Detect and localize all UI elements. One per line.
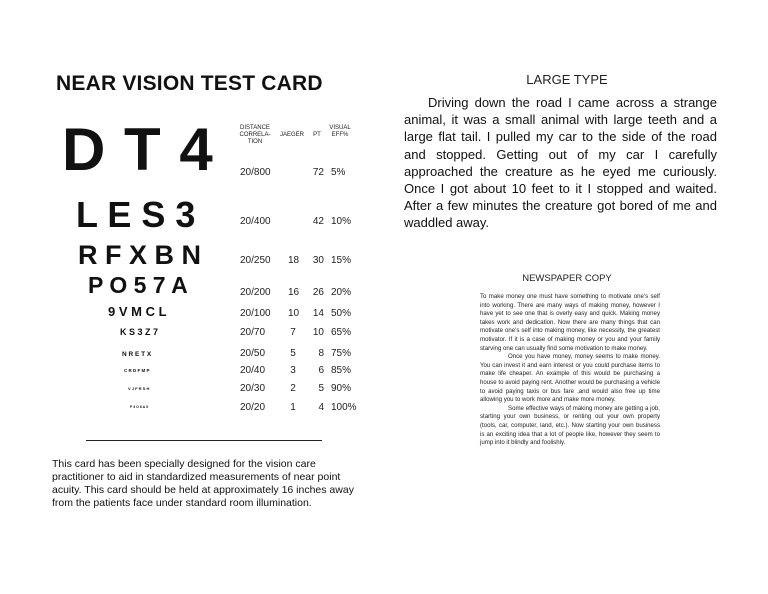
efficiency-value: 90% [331, 383, 352, 394]
efficiency-value: 10% [331, 216, 352, 227]
chart-letters: P 3 O 6 A X [130, 405, 149, 409]
jaeger-value: 10 [288, 308, 300, 319]
chart-letters: P O 5 7 A [88, 272, 188, 298]
pt-value: 6 [318, 365, 324, 376]
pt-value: 14 [312, 308, 324, 319]
efficiency-value: 15% [331, 255, 352, 266]
chart-letters: K S 3 Z 7 [120, 327, 159, 337]
pt-value: 26 [312, 287, 324, 298]
distance-value: 20/70 [240, 327, 266, 338]
pt-value: 8 [318, 348, 324, 359]
chart-letters: 9 V M C L [108, 304, 167, 319]
distance-value: 20/800 [240, 167, 271, 178]
distance-value: 20/250 [240, 255, 271, 266]
distance-value: 20/200 [240, 287, 271, 298]
header-jaeger: JAEGER [279, 132, 304, 138]
efficiency-value: 65% [331, 327, 352, 338]
header-pt: PT [313, 132, 321, 138]
distance-value: 20/40 [240, 365, 266, 376]
pt-value: 72 [312, 167, 324, 178]
newspaper-paragraph: Once you have money, money seems to make money. You can invest it and earn interest or you could purchase items to make life cheaper. An example of this would be purchasing a house to avoid paying rent. Another would be purchasing a vehicle to avoid paying taxis or bus fare ,and would also free up time allowing you to work more and make more money. [480, 353, 660, 404]
card-description: This card has been specially designed for the vision care practitioner to aid in standardized measurements of near point acuity. This card should be held at approximately 16 inches away from the patients face under standard room illumination. [52, 458, 354, 509]
card-title: NEAR VISION TEST CARD [56, 72, 323, 95]
header-visual-efficiency: VISUAL EFF% [329, 125, 351, 138]
newspaper-paragraph: To make money one must have something to motivate one's self into working. There are many ways of making money, however I have yet to see one that is overly easy and quick. Making money takes work and dedication. Now there are many things that can motivate one's self into making money, like necessity, the greatest motivator. If it is a case of making money or you and your family starving one can usually find some motivation to make money. [480, 293, 660, 352]
jaeger-value: 7 [290, 327, 296, 338]
chart-letters: C R D F M P [124, 368, 150, 373]
pt-value: 30 [312, 255, 324, 266]
newspaper-copy-heading: NEWSPAPER COPY [522, 273, 612, 284]
efficiency-value: 20% [331, 287, 352, 298]
header-distance-correlation: DISTANCE CORRELA- TION [239, 125, 271, 145]
efficiency-value: 85% [331, 365, 352, 376]
efficiency-value: 5% [331, 167, 346, 178]
large-type-heading: LARGE TYPE [526, 72, 608, 87]
efficiency-value: 75% [331, 348, 352, 359]
jaeger-value: 5 [290, 348, 296, 359]
chart-letters: V J F R S H [128, 386, 150, 391]
distance-value: 20/20 [240, 402, 266, 413]
pt-value: 42 [312, 216, 324, 227]
jaeger-value: 1 [290, 402, 296, 413]
jaeger-value: 2 [290, 383, 296, 394]
distance-value: 20/50 [240, 348, 266, 359]
efficiency-value: 100% [331, 402, 357, 413]
newspaper-copy-text [480, 293, 660, 448]
divider-line [86, 440, 322, 441]
chart-letters: L E S 3 [76, 194, 196, 235]
efficiency-value: 50% [331, 308, 352, 319]
reading-samples [404, 30, 730, 560]
distance-value: 20/100 [240, 308, 271, 319]
pt-value: 5 [318, 383, 324, 394]
chart-letters: D T 4 [62, 116, 214, 183]
chart-letters: N R E T X [122, 351, 152, 358]
distance-value: 20/400 [240, 216, 271, 227]
jaeger-value: 18 [288, 255, 300, 266]
chart-letters: R F X B N [78, 240, 202, 270]
vision-test-card [50, 67, 366, 537]
distance-value: 20/30 [240, 383, 266, 394]
pt-value: 4 [318, 402, 324, 413]
newspaper-paragraph: Some effective ways of making money are getting a job, starting your own business, or renting out your own property (tools, car, computer, land, etc.). Now starting your own business is an exciting idea that a lot of people like, however they seem to jump into it blindly and foolishly. [480, 404, 660, 447]
jaeger-value: 16 [288, 287, 300, 298]
pt-value: 10 [312, 327, 324, 338]
jaeger-value: 3 [290, 365, 296, 376]
large-type-paragraph: Driving down the road I came across a strange animal, it was a small animal with large teeth and a large flat tail. I pulled my car to the side of the road and stopped. Getting out of my car I carefully approached the creature as he eyed me curiously. Once I got about 10 feet to it I stopped and waited. After a few minutes the creature got bored of me and waddled away. [404, 95, 717, 231]
